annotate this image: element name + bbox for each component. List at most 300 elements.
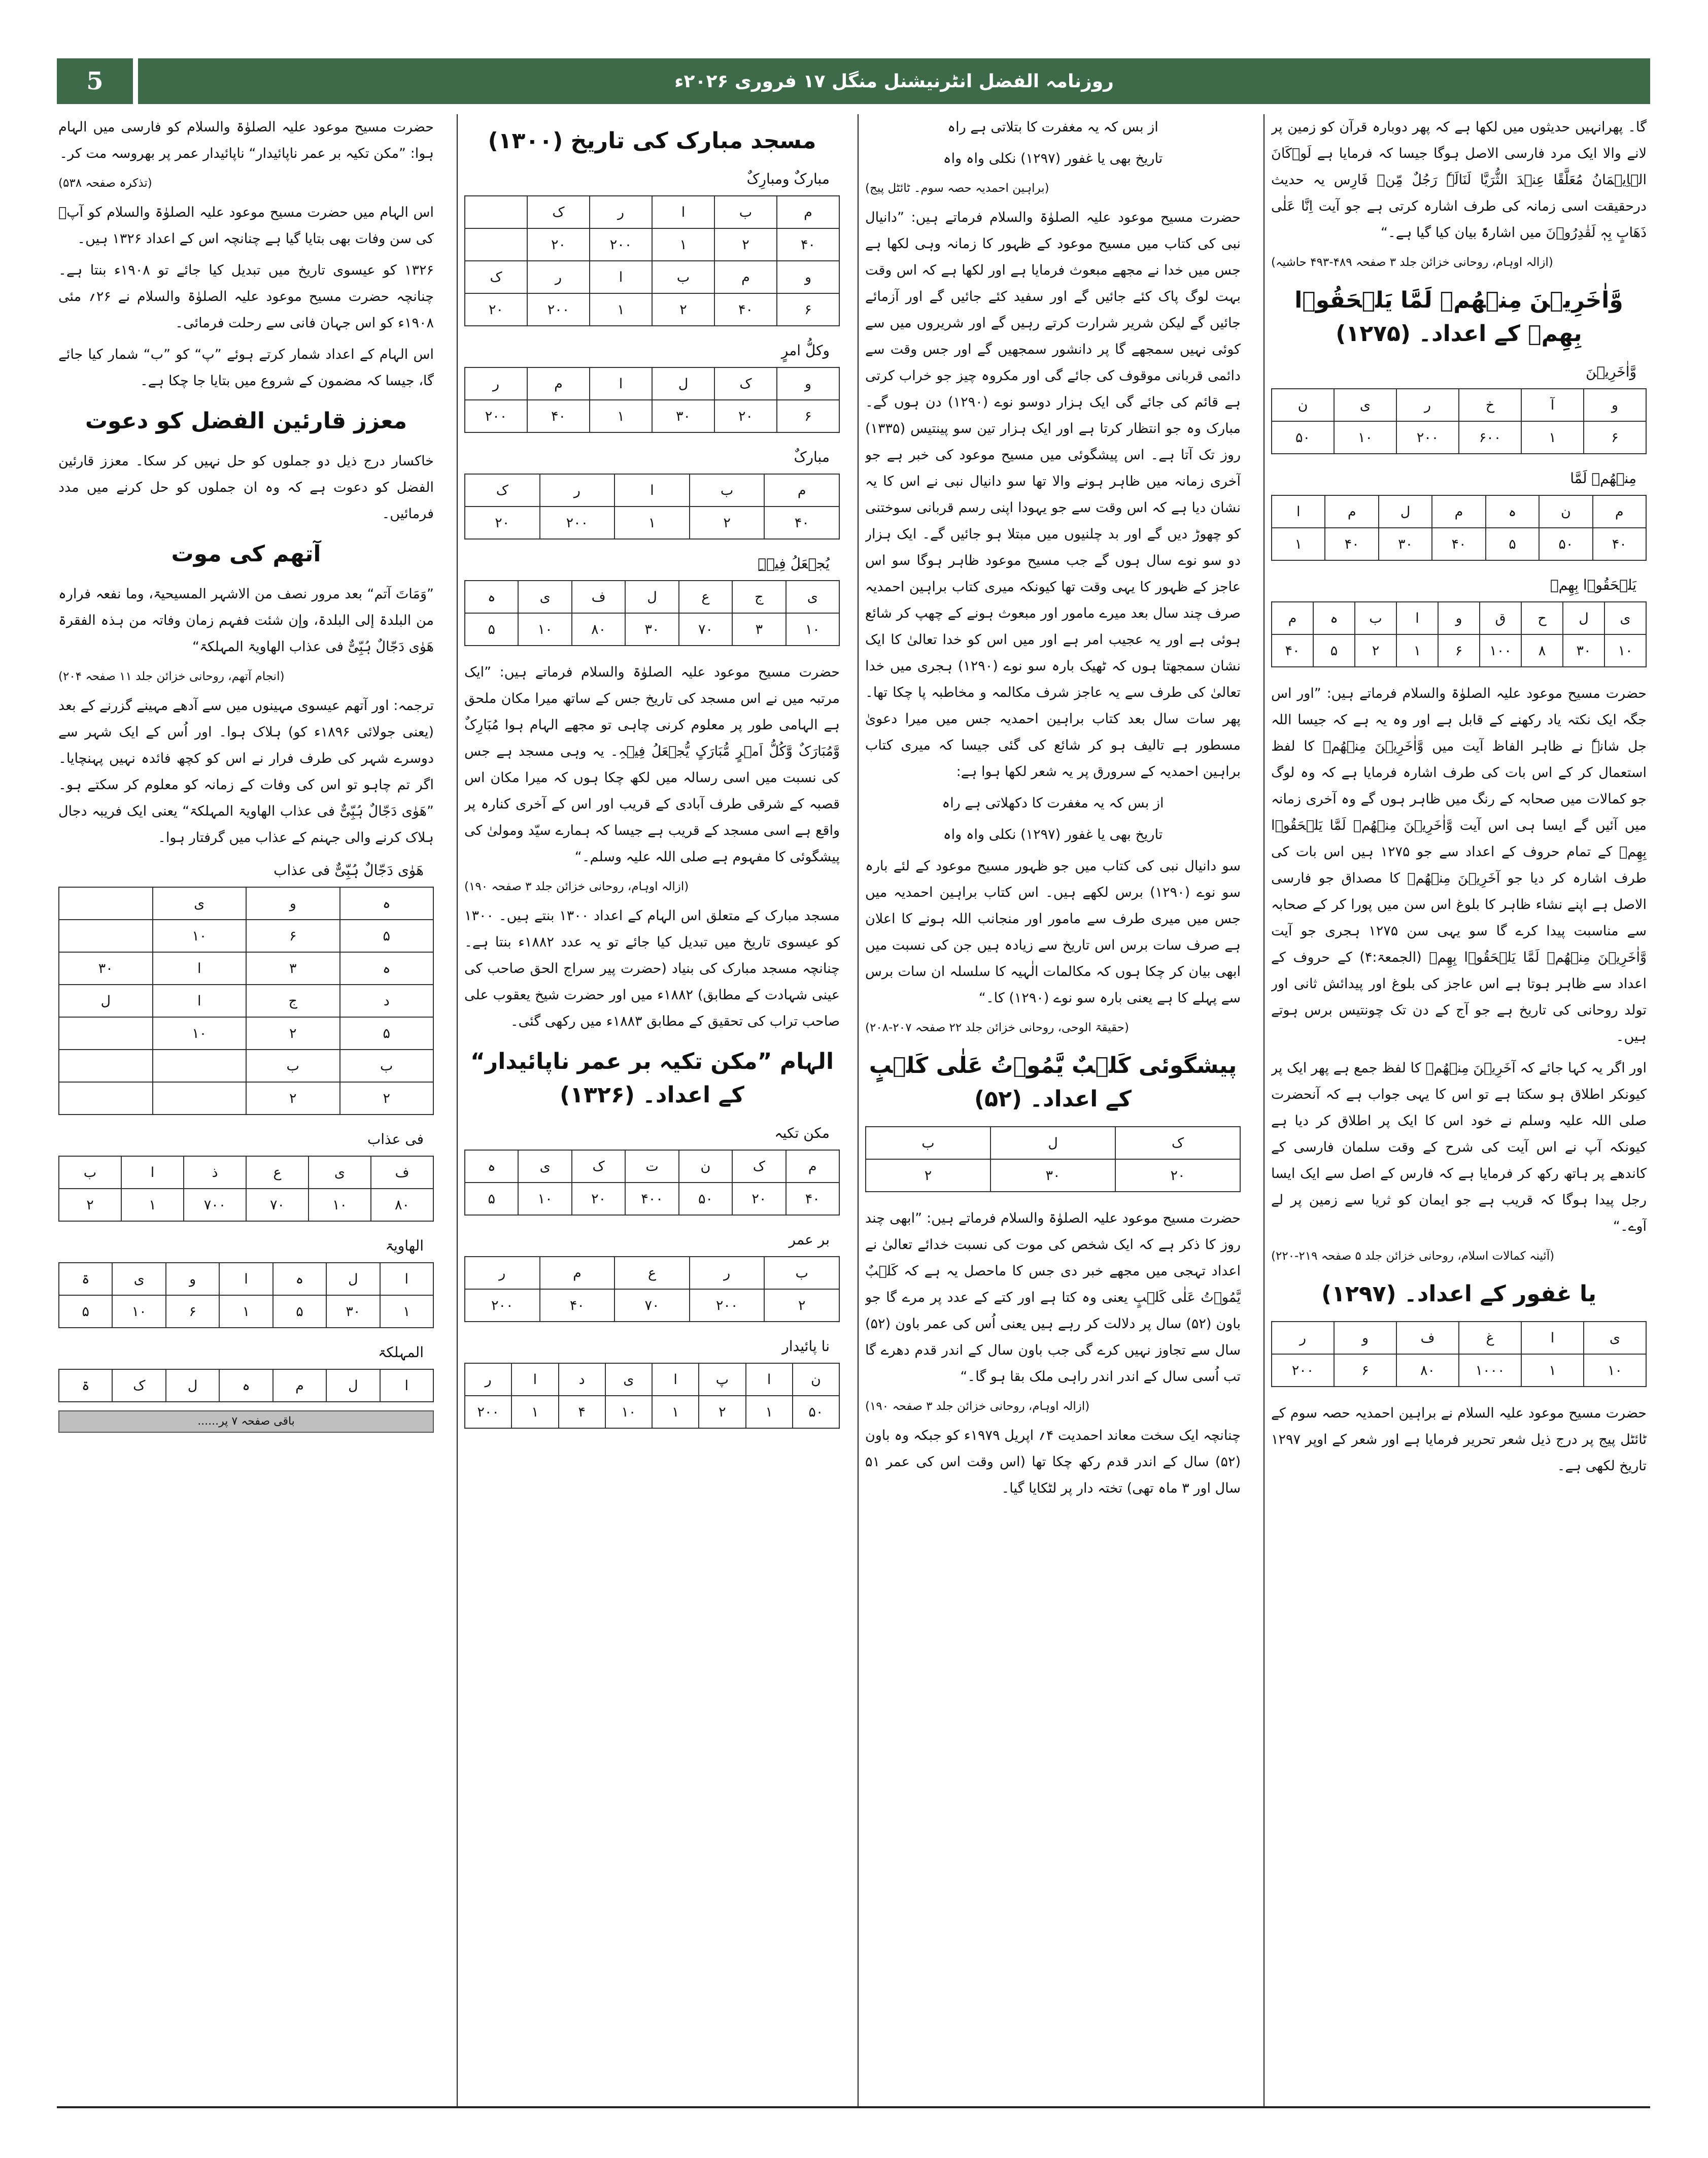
paragraph: اس الہام کے اعداد شمار کرتے ہوئے ”پ“ کو ”ب“ شمار کیا جائے گا، جیسا کہ مضمون کے شروع میں بتایا جا چکا ہے۔ (58, 347, 434, 389)
table-cell (153, 1082, 247, 1115)
table-label: مبارکٌ (794, 449, 830, 465)
table-cell: ر (465, 367, 527, 400)
table-cell: ۳ (732, 613, 785, 646)
table-cell: ر (590, 196, 652, 228)
abjad-table (464, 195, 840, 326)
table-cell: ب (59, 1156, 121, 1189)
table-cell: ۃ (59, 1369, 112, 1402)
table-cell: ۵ (273, 1295, 326, 1328)
table-row (59, 1050, 433, 1082)
section-heading: مسجد مبارک کی تاریخ (۱۳۰۰) (488, 128, 816, 154)
table-cell: ۱۰۰۰ (1459, 1354, 1521, 1387)
paragraph: اور اگر یہ کہا جائے کہ آخَرِیۡنَ مِنۡھُمۡ کا لفظ جمع ہے پھر ایک پر کیونکر اطلاق ہو سکتا ہے تو اس کا یہی جواب ہے کہ آنحضرت صلی اللہ علیہ وسلم نے خود اس کا ایک پر اطلاق کر دیا ہے کیونکہ آپ نے اس آیت کی شرح کے وقت سلمان فارسی کے کاندھے پر ہاتھ رکھ کر فرمایا ہے کہ فارس کے اصل سے ایک ایسا رجل پیدا ہوگا کہ قریب ہے جو ایمان کو ثریا سے زمین پر لے آوے۔“ (1271, 1060, 1647, 1234)
table-cell: ۲ (1355, 634, 1396, 667)
reference: (انجام آتھم، روحانی خزائن جلد ۱۱ صفحہ ۲۰۴) (58, 670, 285, 683)
table-cell: ا (652, 196, 714, 228)
table-cell: ا (746, 1363, 793, 1396)
table-cell: ی (1584, 1322, 1646, 1354)
table-cell: ۱ (590, 400, 652, 432)
letters-row (59, 1156, 433, 1189)
paragraph: حضرت مسیح موعود علیہ الصلوٰۃ والسلام فرماتے ہیں: ”دانیال نبی کی کتاب میں مسیح موعود کے ظہور کا زمانہ وہی لکھا ہے جس میں خدا نے مجھے مبعوث فرمایا ہے اور لکھا ہے کہ اس وقت بہت لوگ پاک کئے جائیں گے اور سفید کئے جائیں گے اور آزمائے جائیں گے لیکن شریر شرارت کرتے رہیں گے اور شریروں میں سے کوئی نہیں سمجھے گا پر دانشور سمجھیں گے اور جس وقت سے دائمی قربانی موقوف کی جائے گی اور مکروہ چیز جو خراب کرتی ہے قائم کی جائے گی ایک ہزار دوسو نوے (۱۲۹۰) دن ہوں گے۔ مبارک وہ جو انتظار کرتا ہے اور ایک ہزار تین سو پینتیس (۱۳۳۵) روز تک آتا ہے۔ اس پیشگوئی میں مسیح موعود کی خبر ہے جو آخری زمانہ میں ظاہر ہونے والا تھا سو دانیال نبی نے اس کا یہ نشان دیا ہے کہ اس وقت سے جو یہودا اپنی رسم قربانی سوختنی کو چھوڑ دیں گے اور بد چلنیوں میں مبتلا ہو جائیں گے۔ ایک ہزار دو سو نوے سال ہوں گے جب مسیح موعود ظاہر ہوگا سو اس عاجز کے ظہور کا یہی وقت تھا کیونکہ میری کتاب براہین احمدیہ صرف چند سال بعد میرے مامور اور مبعوث ہونے کے چھپ کر شائع ہوئی ہے اور یہ عجیب امر ہے اور میں اس کو خدا تعالیٰ کا ایک نشان سمجھتا ہوں کہ ٹھیک بارہ سو نوے (۱۲۹۰) ہجری میں خدا تعالیٰ کی طرف سے یہ عاجز شرف مکالمہ و مخاطبہ پا چکا تھا۔ پھر سات سال بعد کتاب براہین احمدیہ جس میں میرا دعویٰ مسطور ہے تالیف ہو کر شائع کی گئی جیسا کہ میری کتاب براہین احمدیہ کے سرورق پر یہ شعر لکھا ہوا ہے: (865, 210, 1241, 780)
table-cell: ۱ (511, 1396, 558, 1428)
letters-row (59, 1263, 433, 1295)
table-cell: ۲ (340, 1082, 434, 1115)
reference: (حقیقۃ الوحی، روحانی خزائن جلد ۲۲ صفحہ ۲۰۷-۲۰۸) (865, 1021, 1129, 1034)
table-cell: ۱۰۰ (1480, 634, 1521, 667)
table-cell: ل (1563, 602, 1604, 634)
table-cell: ذ (184, 1156, 246, 1189)
table-cell: ب (1355, 602, 1396, 634)
table-cell: ۵ (59, 1295, 112, 1328)
table-cell: م (273, 1369, 326, 1402)
paragraph: حضرت مسیح موعود علیہ الصلوٰۃ والسلام فرماتے ہیں: ”ابھی چند روز کا ذکر ہے کہ ایک شخص کی موت کی نسبت خدائے تعالیٰ نے اعداد تہجی میں مجھے خبر دی جس کا ماحصل یہ ہے کہ کَلۡبٌ یَّمُوۡتُ عَلٰی کَلۡبٍ یعنی وہ کتا ہے اور کتے کے عدد پر مرے گا جو باون (۵۲) سال پر دلالت کر رہے ہیں یعنی اُس کی عمر باون (۵۲) سال سے تجاوز نہیں کرے گی جب باون سال کے اندر قدم دھرے گا تب اُسی سال کے اندر اندر راہی ملک بقا ہو گا۔“ (865, 1210, 1241, 1385)
table-cell: م (1325, 495, 1378, 528)
table-cell: ۵ (465, 613, 518, 646)
table-cell: ۲ (714, 228, 777, 261)
table-cell: ۶ (777, 400, 839, 432)
table-cell: ۱۰ (1334, 421, 1396, 454)
table-cell: ۴ (559, 1396, 605, 1428)
table-cell: ا (153, 985, 247, 1017)
table-cell: ا (590, 261, 652, 293)
table-cell: ۱ (652, 1396, 699, 1428)
table-cell: و (1438, 602, 1480, 634)
table-cell (465, 196, 527, 228)
table-cell: ہ (340, 952, 434, 985)
reference: (ازالہ اوہام، روحانی خزائن جلد ۳ صفحہ ۴۸۹-۴۹۳ حاشیہ) (1271, 256, 1553, 269)
table-cell: ۸۰ (572, 613, 625, 646)
table-cell: ل (625, 581, 678, 613)
abjad-table (58, 1262, 434, 1328)
table-cell: ۃ (59, 1263, 112, 1295)
letters-row (1272, 389, 1646, 421)
table-cell: ۲ (690, 507, 765, 539)
paragraph: حضرت مسیح موعود علیہ الصلوٰۃ والسلام فرماتے ہیں: ”ایک مرتبہ میں نے اس مسجد کی تاریخ جس کے ساتھ میرا مکان ملحق ہے الہامی طور پر معلوم کرنی چاہی تو مجھے الہام ہوا مُبَارِکٌ وَّمُبَارَکٌ وَّکُلُّ اَمۡرٍ مُّبَارَکٍ یُّجۡعَلُ فِیۡہِ۔ یہ وہی مسجد ہے جس کی نسبت میں اسی رسالہ میں لکھ چکا ہوں کہ میرا مکان اس قصبہ کے شرقی طرف آبادی کے قریب اور اس کے آخری کنارہ پر واقع ہے اسی مسجد کے قریب ہے جیسا کہ ہمارے سیّد ومولیٰ کی پیشگوئی کا مفہوم ہے صلی اللہ علیہ وسلم۔“ (464, 664, 840, 865)
table-cell: ۲ (699, 1396, 745, 1428)
letters-row (1272, 1322, 1646, 1354)
page-bottom-rule (57, 2106, 1650, 2108)
table-cell: ع (614, 1257, 690, 1289)
table-cell: ۷۰ (679, 613, 732, 646)
paragraph: مسجد مبارک کے متعلق اس الہام کے اعداد ۱۳۰۰ بنتے ہیں۔ ۱۳۰۰ کو عیسوی تاریخ میں تبدیل کیا جائے تو یہ عدد ۱۸۸۲ء بنتا ہے۔ چنانچہ مسجد مبارک کی بنیاد (حضرت پیر سراج الحق صاحب کی عینی شہادت کے مطابق) ۱۸۸۲ء میں اور حضرت شیخ یعقوب علی صاحب تراب کی تحقیق کے مطابق ۱۸۸۳ء میں رکھی گئی۔ (464, 908, 840, 1029)
table-cell: ۲۰۰ (690, 1289, 765, 1322)
table-cell: ۴۰ (1432, 528, 1485, 560)
newspaper-title: روزنامہ الفضل انٹرنیشنل منگل ۱۷ فروری ۲۰۲۶ء (138, 58, 1650, 104)
values-row (465, 400, 839, 432)
section-heading: الہام ”مکن تکیہ بر عمر ناپائیدار“ کے اعداد۔ (۱۳۲۶) (470, 1049, 834, 1108)
letters-row (465, 581, 839, 613)
table-cell: خ (1459, 389, 1521, 421)
table-cell: و (1334, 1322, 1396, 1354)
letters-row (465, 196, 839, 228)
table-label: یَلۡحَقُوۡا بِھِمۡ (1550, 577, 1636, 593)
table-cell: ا (219, 1263, 272, 1295)
abjad-table (464, 1150, 840, 1216)
table-cell: م (1272, 602, 1313, 634)
table-cell: م (1593, 495, 1646, 528)
table-cell: ر (540, 474, 615, 507)
table-cell (59, 920, 153, 952)
values-row (1272, 421, 1646, 454)
table-cell: ت (625, 1150, 678, 1183)
table-cell: ن (1272, 389, 1334, 421)
table-cell: و (777, 367, 839, 400)
table-cell: ۲۰ (572, 1183, 625, 1215)
table-cell (153, 1050, 247, 1082)
values-row (465, 293, 839, 326)
table-label: مِنۡھُمۡ لَمَّا (1570, 470, 1636, 487)
table-cell: ی (309, 1156, 371, 1189)
table-cell: ی (112, 1263, 165, 1295)
section-heading: آتھم کی موت (171, 541, 321, 567)
column-divider (858, 114, 859, 2107)
table-cell: ب (714, 196, 777, 228)
column-divider (1263, 114, 1265, 2107)
table-cell: ۴۰ (714, 293, 777, 326)
table-cell: و (777, 261, 839, 293)
abjad-table (1271, 388, 1647, 454)
table-cell: ی (153, 887, 247, 920)
table-row (59, 887, 433, 920)
table-cell: ک (112, 1369, 165, 1402)
table-cell: ۱ (1272, 528, 1325, 560)
values-row (465, 613, 839, 646)
table-cell: ۵ (1313, 634, 1355, 667)
table-label: یُجۡعَلُ فِیۡہِ (758, 555, 830, 572)
table-cell: ک (1115, 1127, 1240, 1159)
abjad-table (464, 1363, 840, 1429)
table-cell: ۶ (166, 1295, 219, 1328)
table-cell: ا (614, 474, 690, 507)
table-cell: ل (59, 985, 153, 1017)
table-cell: ی (1604, 602, 1646, 634)
table-cell: ۲ (59, 1189, 121, 1221)
column-4 (58, 114, 434, 2107)
table-cell: م (1432, 495, 1485, 528)
letters-row (465, 261, 839, 293)
abjad-table (58, 1156, 434, 1222)
abjad-table (1271, 1321, 1647, 1387)
abjad-table (58, 1369, 434, 1402)
table-cell: ج (732, 581, 785, 613)
column-1 (1271, 114, 1647, 2107)
table-cell: ل (652, 367, 714, 400)
section-heading: پیشگوئی کَلۡبٌ یَّمُوۡتُ عَلٰی کَلۡبٍ کے اعداد۔ (۵۲) (869, 1053, 1237, 1112)
reference: (آئینہ کمالات اسلام، روحانی خزائن جلد ۵ صفحہ ۲۱۹-۲۲۰) (1271, 1250, 1555, 1263)
abjad-table (1271, 495, 1647, 561)
table-cell: ۱ (380, 1295, 433, 1328)
table-cell: ا (1272, 495, 1325, 528)
table-cell: ک (465, 474, 540, 507)
table-cell: ہ (1486, 495, 1539, 528)
table-cell: ک (714, 367, 777, 400)
table-cell: ۲۰۰ (527, 293, 590, 326)
table-cell: ن (679, 1150, 732, 1183)
table-cell: ا (1521, 1322, 1584, 1354)
table-cell: ۴۰ (1593, 528, 1646, 560)
table-cell: ک (527, 196, 590, 228)
table-label: المہلکۃ (378, 1344, 424, 1361)
table-cell: ی (518, 1150, 571, 1183)
table-cell: ی (786, 581, 839, 613)
table-cell: ۵ (340, 1017, 434, 1050)
table-cell: ۳۰ (1563, 634, 1604, 667)
table-cell: ۵۰ (1539, 528, 1592, 560)
table-cell: ۱ (1521, 421, 1584, 454)
table-cell: ا (1396, 602, 1438, 634)
table-cell: ا (511, 1363, 558, 1396)
table-cell: م (777, 196, 839, 228)
table-cell: ب (690, 474, 765, 507)
table-cell: آ (1521, 389, 1584, 421)
table-cell: ۱ (219, 1295, 272, 1328)
table-cell: ر (527, 261, 590, 293)
table-cell: ۲۰۰ (465, 1396, 511, 1428)
table-cell: ۶ (1334, 1354, 1396, 1387)
table-cell: ر (465, 1257, 540, 1289)
table-cell: د (340, 985, 434, 1017)
table-row (59, 985, 433, 1017)
table-cell: ۶ (1584, 421, 1646, 454)
paragraph: چنانچہ ایک سخت معاند احمدیت ۴؍ اپریل ۱۹۷۹ء کو جبکہ وہ باون (۵۲) سال کے اندر قدم رکھ چکا تھا (اس وقت اس کی عمر ۵۱ سال اور ۳ ماہ تھی) تختہ دار پر لٹکایا گیا۔ (865, 1428, 1241, 1496)
table-cell: م (786, 1150, 839, 1183)
table-cell: ہ (465, 581, 518, 613)
table-cell: ۱ (652, 228, 714, 261)
reference: (براہین احمدیہ حصہ سوم۔ ٹائٹل پیج) (865, 182, 1049, 195)
table-cell: ۱۰ (153, 1017, 247, 1050)
paragraph: اس الہام میں حضرت مسیح موعود علیہ الصلوٰۃ والسلام کو آپؑ کی سن وفات بھی بتایا گیا ہے چنانچہ اس کے اعداد ۱۳۲۶ ہیں۔ (58, 205, 434, 247)
table-cell (59, 1082, 153, 1115)
table-cell: ک (732, 1150, 785, 1183)
table-cell: ۲۰ (732, 1183, 785, 1215)
table-label: بر عمر (789, 1231, 830, 1248)
table-cell: ۳۰ (990, 1159, 1115, 1192)
table-cell: ۲۰ (714, 400, 777, 432)
table-cell: ر (1272, 1322, 1334, 1354)
table-cell: ۴۰ (764, 507, 839, 539)
table-cell: ۶ (1438, 634, 1480, 667)
table-cell: ۷۰ (614, 1289, 690, 1322)
table-cell: ل (166, 1369, 219, 1402)
table-cell: ۳۰ (1379, 528, 1432, 560)
table-cell: ۲۰ (1115, 1159, 1240, 1192)
values-row (465, 1183, 839, 1215)
table-cell: ۵ (465, 1183, 518, 1215)
reference: (تذکرہ صفحہ ۵۳۸) (58, 177, 152, 190)
table-cell: ۲ (652, 293, 714, 326)
table-cell: م (527, 367, 590, 400)
table-cell: ۲ (246, 1082, 340, 1115)
table-label: ھَوٰی دَجّالٌ ہُبِّیٌّ فی عذاب (274, 862, 424, 879)
table-cell: ۸۰ (371, 1189, 433, 1221)
table-cell: ی (1334, 389, 1396, 421)
table-cell (59, 887, 153, 920)
table-cell: ۱۰ (518, 1183, 571, 1215)
paragraph: ترجمہ: اور آتھم عیسوی مہینوں میں سے آدھے مہینے گزرنے کے بعد (یعنی جولائی ۱۸۹۶ء کو) ہلاک ہوا۔ اور اُس کے ایک شہر سے دوسرے شہر کی طرف فرار نے اس کو کچھ فائدہ نہیں پہنچایا۔ اگر تم چاہو تو اس کی وفات کے زمانہ کو معلوم کر سکتے ہو۔ ”ھَوٰی دَجّالٌ ہُبِّیٌّ فی عذاب الھاویۃ المہلکۃ“ یعنی ایک فریبہ دجال ہلاک کرنے والی جہنم کے عذاب میں گرفتار ہوا۔ (58, 698, 434, 846)
table-cell: و (166, 1263, 219, 1295)
section-heading: یا غفور کے اعداد۔ (۱۲۹۷) (1321, 1281, 1596, 1307)
table-cell: ۱۰ (518, 613, 571, 646)
table-cell: ب (764, 1257, 839, 1289)
table-cell: ۷۰ (246, 1189, 309, 1221)
paragraph: گا۔ پھرانہیں حدیثوں میں لکھا ہے کہ پھر دوبارہ قرآن کو زمین پر لانے والا ایک مرد فارسی الاصل ہوگا جیسا کہ فرمایا ہے لَوۡکَانَ الۡاِیۡمَانُ مُعَلَّقًا عِنۡدَ الثُّرَیَّا لَنَالَہٗ رَجُلٌ مِّنۡ فَارِس یہ حدیث درحقیقت اسی زمانہ کی طرف اشارہ کرتی ہے جو آیت اِنَّا عَلٰی ذَھَابٍ بِہٖ لَقٰدِرُوۡنَ میں اشارۃً بیان کیا گیا ہے۔“ (1271, 119, 1647, 241)
table-cell: ۲۰۰ (1396, 421, 1459, 454)
table-cell: ۲۰ (465, 293, 527, 326)
table-cell: ہ (1313, 602, 1355, 634)
table-cell: ۳ (246, 952, 340, 985)
paragraph: حضرت مسیح موعود علیہ الصلوٰۃ والسلام کو فارسی میں الہام ہوا: ”مکن تکیہ بر عمر ناپائیدار“ ناپائیدار عمر پر بھروسہ مت کر۔ (58, 119, 434, 161)
abjad-table (1271, 601, 1647, 667)
table-cell: ر (1396, 389, 1459, 421)
table-cell: ۱ (1396, 634, 1438, 667)
table-cell: ک (572, 1150, 625, 1183)
table-cell: ۱۰ (1584, 1354, 1646, 1387)
table-cell: ۱۰ (153, 920, 247, 952)
table-cell: ۲۰۰ (1272, 1354, 1334, 1387)
table-cell: ۵۰ (679, 1183, 732, 1215)
table-cell: ہ (219, 1369, 272, 1402)
table-cell: ۳۰ (326, 1295, 380, 1328)
table-cell: ۲ (246, 1017, 340, 1050)
table-label: مکن تکیہ (774, 1125, 830, 1141)
values-row (465, 507, 839, 539)
table-cell: ل (1379, 495, 1432, 528)
reference: (ازالہ اوہام، روحانی خزائن جلد ۳ صفحہ ۱۹۰) (865, 1400, 1090, 1413)
letters-row (465, 474, 839, 507)
table-cell: ب (652, 261, 714, 293)
table-cell: ا (380, 1263, 433, 1295)
table-cell: ۲۰۰ (540, 507, 615, 539)
table-cell: م (764, 474, 839, 507)
table-cell: ب (340, 1050, 434, 1082)
page-header (57, 58, 1650, 104)
table-cell: و (246, 887, 340, 920)
table-row (59, 920, 433, 952)
table-cell: ۵ (1486, 528, 1539, 560)
table-cell: م (540, 1257, 615, 1289)
table-cell: ۶۰۰ (1459, 421, 1521, 454)
verse-line: تاریخ بھی یا غفور (۱۲۹۷) نکلی واہ واہ (943, 827, 1163, 842)
table-cell: ۳۰ (652, 400, 714, 432)
table-cell: ف (572, 581, 625, 613)
table-cell: ع (679, 581, 732, 613)
letters-row (1272, 602, 1646, 634)
table-cell: ۴۰ (527, 400, 590, 432)
table-cell: ۲ (866, 1159, 990, 1192)
abjad-table (58, 887, 434, 1115)
column-2 (865, 114, 1241, 2107)
table-cell: ۴۰ (540, 1289, 615, 1322)
values-row (465, 1396, 839, 1428)
values-row (59, 1295, 433, 1328)
table-cell: ۴۰ (1325, 528, 1378, 560)
table-cell: ۸ (1521, 634, 1563, 667)
table-cell: ا (121, 1156, 184, 1189)
table-label: وَّاٰخَرِیۡنَ (1586, 363, 1636, 380)
values-row (1272, 1354, 1646, 1387)
table-cell: ۳۰ (59, 952, 153, 985)
continued-note: باقی صفحہ ۷ پر...... (58, 1410, 434, 1433)
table-cell: ہ (273, 1263, 326, 1295)
table-cell: ا (380, 1369, 433, 1402)
table-cell: ہ (340, 887, 434, 920)
table-cell: ۲ (764, 1289, 839, 1322)
column-divider (457, 114, 458, 2107)
paragraph: حضرت مسیح موعود علیہ الصلوٰۃ والسلام فرماتے ہیں: ”اور اس جگہ ایک نکتہ یاد رکھنے کے قابل ہے اور وہ یہ ہے کہ جیسا اللہ جل شانہٗ نے ظاہر الفاظ آیت میں وَّاٰخَرِیۡنَ مِنۡھُمۡ کا لفظ استعمال کر کے اس بات کی طرف اشارہ فرمایا ہے کہ وہ لوگ جو کمالات میں صحابہ کے رنگ میں ظاہر ہوں گے وہ آخری زمانہ میں آئیں گے ایسا ہی اس آیت وَّاٰخَرِیۡنَ مِنۡھُمۡ لَمَّا یَلۡحَقُوۡا بِھِمۡ کے تمام حروف کے اعداد سے جو ۱۲۷۵ ہیں اس بات کی طرف اشارہ کر دیا جو آخَرِیۡنَ مِنۡھُمۡ کا مصداق جو فارسی الاصل ہے اپنے نشاء ظاہر کا بلوغ اس سن میں پورا کر کے صحابہ سے مناسبت پیدا کرے گا سو یہی سن ۱۲۷۵ ہجری جو آیت وَّاٰخَرِیۡنَ مِنۡھُمۡ لَمَّا یَلۡحَقُوۡا بِھِمۡ (الجمعۃ:۴) کے حروف کے اعداد سے ظاہر ہوتا ہے اس عاجز کی بلوغ اور پیدائش ثانی اور تولد روحانی کی تاریخ ہے جو آج کے دن تک چونتیس برس ہوتے ہیں۔ (1271, 686, 1647, 1044)
table-cell: ہ (465, 1150, 518, 1183)
table-cell: ۱۰ (1604, 634, 1646, 667)
letters-row (465, 1257, 839, 1289)
paragraph: خاکسار درج ذیل دو جملوں کو حل نہیں کر سکا۔ معزز قارئین الفضل کو دعوت ہے کہ وہ ان جملوں کو حل کرنے میں مدد فرمائیں۔ (58, 453, 434, 522)
letters-row (866, 1127, 1240, 1159)
table-cell: ۱۰ (605, 1396, 652, 1428)
table-cell: ی (605, 1363, 652, 1396)
table-label: مبارکٌ ومبارِکٌ (746, 171, 830, 187)
table-cell: و (1584, 389, 1646, 421)
letters-row (465, 1150, 839, 1183)
abjad-table (464, 1256, 840, 1322)
table-row (59, 1017, 433, 1050)
table-cell: ۵ (340, 920, 434, 952)
table-label: الھاویۃ (385, 1237, 424, 1254)
values-row (465, 1289, 839, 1322)
table-cell: ۸۰ (1396, 1354, 1459, 1387)
abjad-table (865, 1126, 1241, 1192)
table-cell: ق (1480, 602, 1521, 634)
values-row (465, 228, 839, 261)
table-cell: ۱۰ (786, 613, 839, 646)
table-cell: د (559, 1363, 605, 1396)
table-cell: ع (246, 1156, 309, 1189)
values-row (866, 1159, 1240, 1192)
values-row (1272, 528, 1646, 560)
section-heading: معزز قارئین الفضل کو دعوت (85, 408, 407, 434)
table-label: وکلُّ امرٍ (781, 342, 830, 359)
table-row (59, 952, 433, 985)
table-cell (59, 1017, 153, 1050)
table-cell: ف (1396, 1322, 1459, 1354)
letters-row (1272, 495, 1646, 528)
section-heading: وَّاٰخَرِیۡنَ مِنۡھُمۡ لَمَّا یَلۡحَقُوۡا بِھِمۡ کے اعداد۔ (۱۲۷۵) (1294, 287, 1623, 347)
table-cell: ر (465, 1363, 511, 1396)
letters-row (465, 367, 839, 400)
table-label: فی عذاب (367, 1131, 424, 1148)
table-cell: ب (866, 1127, 990, 1159)
verse-line: از بس کہ یہ مغفرت کا بتلاتی ہے راہ (947, 119, 1158, 135)
reference: (ازالہ اوہام، روحانی خزائن جلد ۳ صفحہ ۱۹۰) (464, 880, 689, 893)
table-cell: ن (793, 1363, 839, 1396)
table-cell (465, 228, 527, 261)
table-cell: ۲۰ (465, 507, 540, 539)
table-row (59, 1082, 433, 1115)
paragraph: ۱۳۲۶ کو عیسوی تاریخ میں تبدیل کیا جائے تو ۱۹۰۸ء بنتا ہے۔ چنانچہ حضرت مسیح موعود علیہ الصلوٰۃ والسلام نے ۲۶؍ مئی ۱۹۰۸ء کو اس جہان فانی سے رحلت فرمائی۔ (58, 262, 434, 331)
table-cell (59, 1050, 153, 1082)
abjad-table (464, 367, 840, 433)
table-cell: ۱۰ (112, 1295, 165, 1328)
table-cell: ۶ (246, 920, 340, 952)
table-cell: ل (326, 1263, 380, 1295)
table-cell: ۳۰ (625, 613, 678, 646)
table-cell: ۴۰۰ (625, 1183, 678, 1215)
table-cell: ل (326, 1369, 380, 1402)
page-number: 5 (57, 58, 133, 104)
table-cell: ب (246, 1050, 340, 1082)
abjad-table (464, 474, 840, 540)
table-cell: ف (371, 1156, 433, 1189)
table-cell: ۲۰۰ (465, 400, 527, 432)
table-cell: ۷۰۰ (184, 1189, 246, 1221)
table-cell: ۵۰ (1272, 421, 1334, 454)
